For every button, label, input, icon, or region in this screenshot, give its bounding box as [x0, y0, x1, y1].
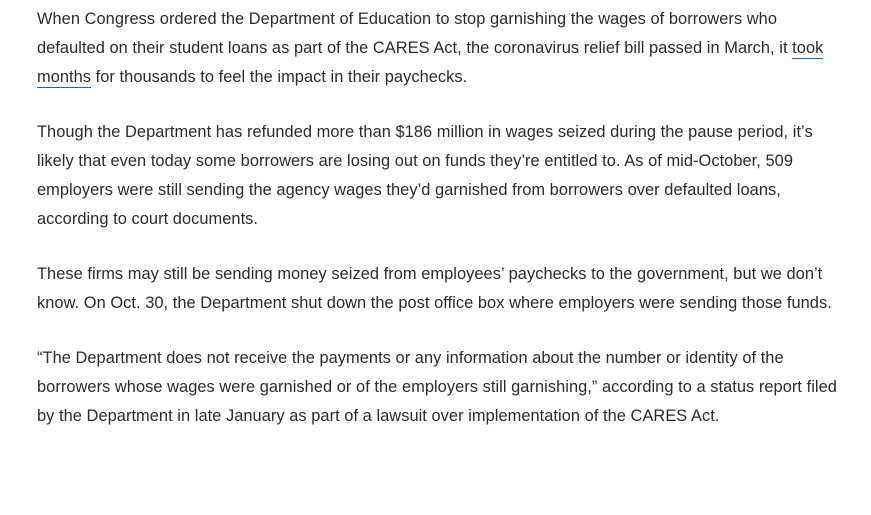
paragraph-2: Though the Department has refunded more than $186 million in wages seized during the pause period, it’s likely that even today some borrowers are losing out on funds they’re entitled to. As of mid-October, 509 employers were still sending the agency wages they’d garnished from borrowers over defaulted loans, according to court documents.	[37, 123, 813, 228]
paragraph-3: These firms may still be sending money seized from employees’ paychecks to the government, but we don’t know. On Oct. 30, the Department shut down the post office box where employers were sending those funds.	[37, 265, 832, 312]
paragraph-1	[37, 5, 837, 92]
paragraph-4: “The Department does not receive the payments or any information about the number or identity of the borrowers whose wages were garnished or of the employers still garnishing,” according to a status report filed by the Department in late January as part of a lawsuit over implementation of the CARES Act.	[37, 349, 837, 425]
took-months-link[interactable]: took months	[37, 39, 824, 86]
paragraph-1-text-before: When Congress ordered the Department of Education to stop garnishing the wages of borrowers who defaulted on their student loans as part of the CARES Act, the coronavirus relief bill passed in March, it	[37, 10, 793, 57]
article-body	[37, 5, 837, 457]
paragraph-1-text-after: for thousands to feel the impact in their paychecks.	[91, 68, 468, 86]
